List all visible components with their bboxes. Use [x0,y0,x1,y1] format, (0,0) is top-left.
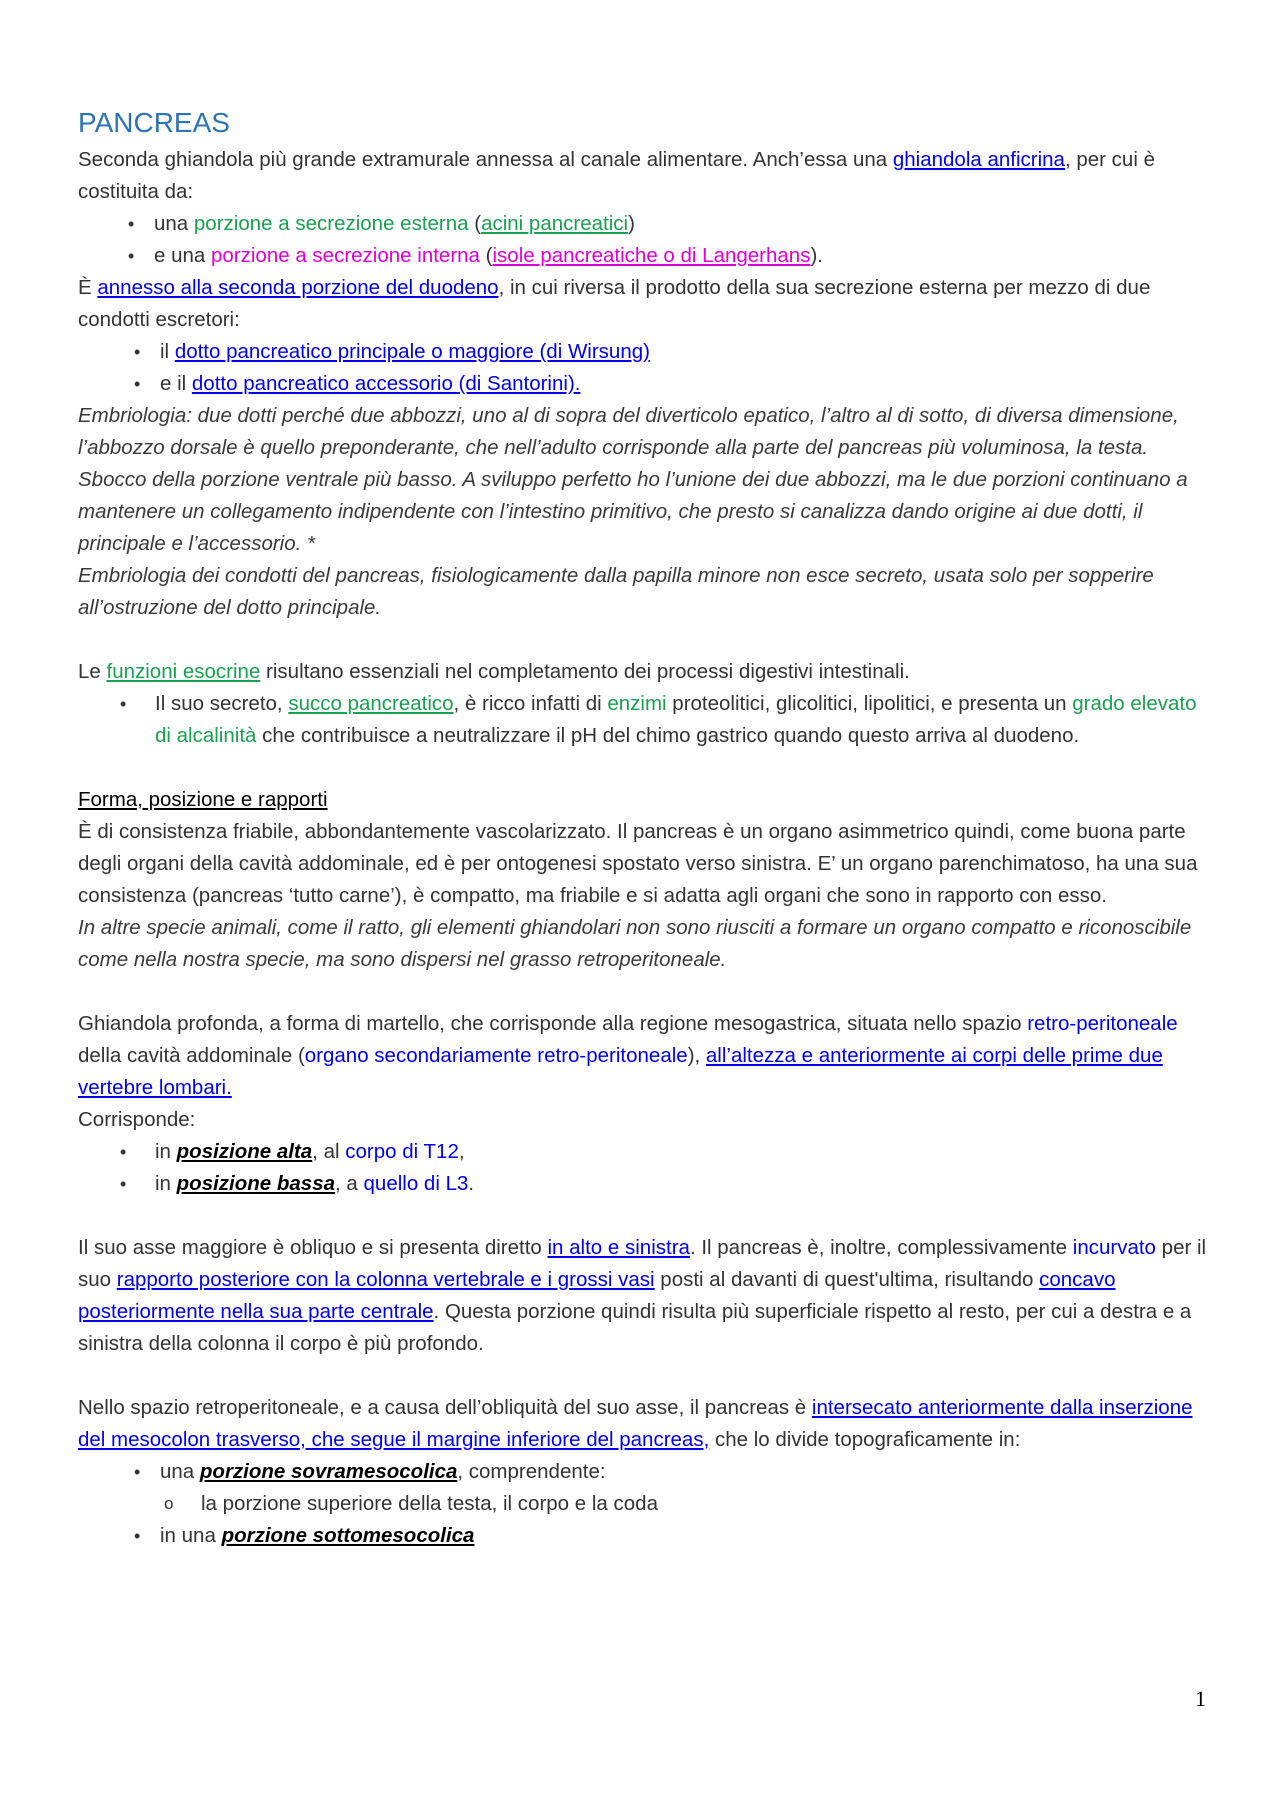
internal-secretion-label: porzione a secrezione interna [211,244,480,267]
list-item [78,368,1213,400]
embryology-note: Embriologia: due dotti perché due abbozzi, uno al di sopra del diverticolo epatico, l’altro al di sotto, di diversa dimensione, l’abbozzo dorsale è quello preponderante, che nell’adulto corrisponde alla parte del pancreas più voluminosa, la testa. Sbocco della porzione ventrale più basso. A sviluppo perfetto ho l’unione dei due abbozzi, ma le due porzioni continuano a mantenere un collegamento indipendente con l’intestino primitivo, che presto si canalizza dando origine ai due dotti, il principale e l’accessorio. * [78,404,1188,555]
functions-paragraph [78,656,1213,688]
organo-secondario-term: organo secondariamente retro-peritoneale [304,1044,688,1067]
list-item [78,336,1213,368]
mesocolon-link[interactable]: intersecato anteriormente dalla inserzione del mesocolon trasverso, che segue il margine inferiore del pancreas, [78,1396,1193,1451]
item-text: , a [335,1172,364,1195]
axis-text: Il suo asse maggiore è obliquo e si presenta diretto [78,1236,548,1259]
corrisponde-label: Corrisponde: [78,1108,196,1131]
ghiandola-anficrina-link[interactable]: ghiandola anficrina [892,148,1065,171]
duodeno-link[interactable]: annesso alla seconda porzione del duodeno [97,276,499,299]
vertebre-link[interactable]: all’altezza e anteriormente ai corpi delle prime due vertebre lombari. [78,1044,1163,1099]
item-text: , [458,1140,465,1163]
posizione-alta-term: posizione alta [176,1140,313,1163]
t12-value: corpo di T12 [345,1140,459,1163]
axis-text: . Il pancreas è, inoltre, complessivamente [689,1236,1073,1259]
ducts-text-end: , in cui riversa il prodotto della sua secrezione esterna per mezzo di due condotti escretori: [78,276,1151,331]
spacer [78,1200,1213,1232]
succo-pancreatico-link[interactable]: succo pancreatico [288,692,454,715]
enzimi-term: enzimi [607,692,667,715]
page-title: PANCREAS [78,107,230,138]
spacer [78,1360,1213,1392]
list-item [78,1136,1213,1168]
position-text: ), [687,1044,706,1067]
page-number: 1 [1195,1686,1206,1711]
mesocolon-text: Nello spazio retroperitoneale, e a causa dell’obliquità del suo asse, il pancreas è [78,1396,812,1419]
axis-text: . Questa porzione quindi risulta più superficiale rispetto al resto, per cui a destra e a sinistra della colonna il corpo è più profondo. [78,1300,1192,1355]
sottomesocolica-term: porzione sottomesocolica [221,1524,475,1547]
axis-text: posti al davanti di quest'ultima, risultando [654,1268,1040,1291]
item-text: , comprendente: [457,1460,606,1483]
list-item [78,208,1213,240]
position-text: della cavità addominale ( [78,1044,305,1067]
mesocolon-paragraph [78,1392,1213,1456]
species-note: In altre specie animali, come il ratto, gli elementi ghiandolari non sono riusciti a formare un organo compatto e riconoscibile come nella nostra specie, ma sono dispersi nel grasso retroperitoneale. [78,916,1192,971]
sovramesocolica-term: porzione sovramesocolica [199,1460,458,1483]
item-text: e una [154,244,211,267]
section-heading: Forma, posizione e rapporti [78,788,328,811]
functions-text: Le [78,660,107,683]
item-text: una [160,1460,200,1483]
list-item [78,1488,1213,1520]
embryology-ducts-note: Embriologia dei condotti del pancreas, fisiologicamente dalla papilla minore non esce secreto, usata solo per sopperire all’ostruzione del dotto principale. [78,564,1154,619]
santorini-link[interactable]: dotto pancreatico accessorio (di Santorini). [191,372,581,395]
bullet-icon: • [128,246,135,266]
spacer [78,752,1213,784]
acini-link[interactable]: acini pancreatici [481,212,629,235]
incurvato-term: incurvato [1072,1236,1156,1259]
funzioni-esocrine-link[interactable]: funzioni esocrine [106,660,261,683]
external-secretion-label: porzione a secrezione esterna [193,212,469,235]
concavo-link[interactable]: concavo posteriormente nella sua parte centrale [78,1268,1116,1323]
item-text: ( [468,212,482,235]
list-item [78,1456,1213,1488]
item-text: ( [479,244,493,267]
item-text: la porzione superiore della testa, il corpo e la coda [201,1492,658,1515]
list-item [78,1520,1213,1552]
position-text: Ghiandola profonda, a forma di martello, che corrisponde alla regione mesogastrica, situata nello spazio [78,1012,1028,1035]
list-item [78,240,1213,272]
item-text: una [154,212,194,235]
axis-paragraph [78,1232,1213,1360]
bullet-icon: • [134,374,141,394]
bullet-icon: • [134,342,141,362]
bullet-icon: • [128,214,135,234]
langerhans-link[interactable]: isole pancreatiche o di Langerhans [492,244,811,267]
intro-text-end: , per cui è costituita da: [78,148,1155,203]
position-paragraph [78,1008,1213,1104]
intro-text: Seconda ghiandola più grande extramurale annessa al canale alimentare. Anch’essa una [78,148,893,171]
bullet-icon: • [120,1142,127,1162]
mesocolon-text: che lo divide topograficamente in: [709,1428,1021,1451]
ducts-text: È [78,276,98,299]
portions-list [78,1456,1213,1552]
item-text: Il suo secreto, [155,692,289,715]
circle-bullet-icon: o [164,1494,174,1513]
spacer [78,624,1213,656]
item-text: . [468,1172,475,1195]
item-text: , è ricco infatti di [453,692,608,715]
item-text: in una [160,1524,222,1547]
ducts-list [78,336,1213,400]
list-item [78,688,1213,752]
item-text: e il [160,372,192,395]
item-text: ) [628,212,635,235]
item-text: il [160,340,175,363]
functions-text-end: risultano essenziali nel completamento dei processi digestivi intestinali. [260,660,910,683]
list-item [78,1168,1213,1200]
bullet-icon: • [120,694,127,714]
spacer [78,976,1213,1008]
item-text: , al [312,1140,346,1163]
secretion-list [78,688,1213,752]
item-text: in [155,1140,177,1163]
axis-text: per il suo [78,1236,1207,1291]
wirsung-link[interactable]: dotto pancreatico principale o maggiore (di Wirsung) [174,340,650,363]
bullet-icon: • [134,1526,141,1546]
document-page [78,104,1213,1552]
item-text: ). [810,244,823,267]
bullet-icon: • [120,1174,127,1194]
consistency-paragraph: È di consistenza friabile, abbondantemente vascolarizzato. Il pancreas è un organo asimmetrico quindi, come buona parte degli organi della cavità addominale, ed è per ontogenesi spostato verso sinistra. E’ un organo parenchimatoso, ha una sua consistenza (pancreas ‘tutto carne’), è compatto, ma friabile e si adatta agli organi che sono in rapporto con esso. [78,820,1198,907]
alto-sinistra-link[interactable]: in alto e sinistra [547,1236,690,1259]
intro-paragraph [78,144,1213,208]
alcalinita-term: grado elevato di alcalinità [155,692,1197,747]
item-text: in [155,1172,177,1195]
bullet-icon: • [134,1462,141,1482]
retro-peritoneale-term: retro-peritoneale [1027,1012,1178,1035]
rapporto-posteriore-link[interactable]: rapporto posteriore con la colonna vertebrale e i grossi vasi [116,1268,655,1291]
levels-list [78,1136,1213,1200]
ducts-paragraph [78,272,1213,336]
posizione-bassa-term: posizione bassa [176,1172,336,1195]
item-text: proteolitici, glicolitici, lipolitici, e presenta un [666,692,1073,715]
l3-value: quello di L3 [363,1172,469,1195]
components-list [78,208,1213,272]
item-text: che contribuisce a neutralizzare il pH del chimo gastrico quando questo arriva al duodeno. [256,724,1080,747]
